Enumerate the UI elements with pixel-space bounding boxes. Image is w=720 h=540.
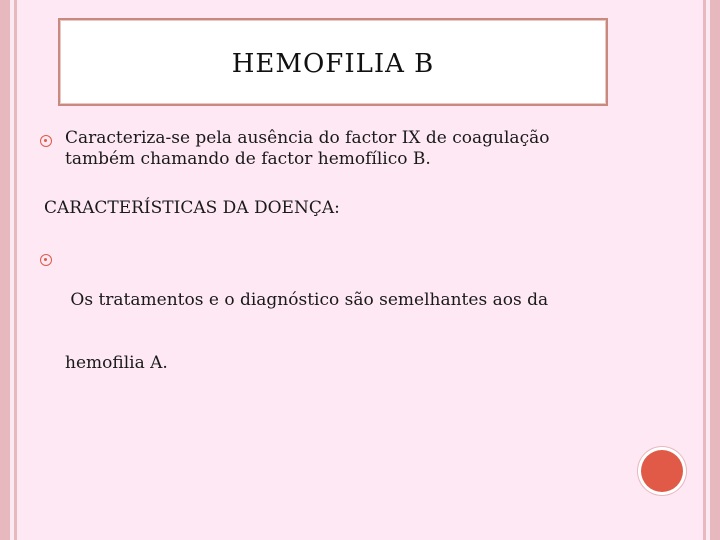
right-border-gap	[706, 0, 710, 540]
title-box	[58, 18, 608, 106]
bullet-2-line-2: hemofilia A.	[65, 353, 168, 373]
section-heading: CARACTERÍSTICAS DA DOENÇA:	[44, 198, 340, 218]
bullet-1-line-2: também chamando de factor hemofílico B.	[65, 149, 431, 169]
bullet-2-line-1: Os tratamentos e o diagnóstico são semelhantes aos da	[65, 290, 549, 310]
slide-title: HEMOFILIA B	[231, 49, 435, 79]
bullet-paragraph-2	[65, 248, 625, 416]
bullet-icon	[40, 135, 52, 147]
bullet-icon	[40, 254, 52, 266]
bullet-paragraph-1	[65, 128, 625, 170]
left-border-inner-stripe	[14, 0, 17, 540]
bullet-1-line-1: Caracteriza-se pela ausência do factor IX de coagulação	[65, 128, 550, 148]
decorative-circle	[641, 450, 683, 492]
left-border-stripe	[0, 0, 10, 540]
right-border-inner-stripe	[703, 0, 706, 540]
right-border-stripe	[710, 0, 720, 540]
